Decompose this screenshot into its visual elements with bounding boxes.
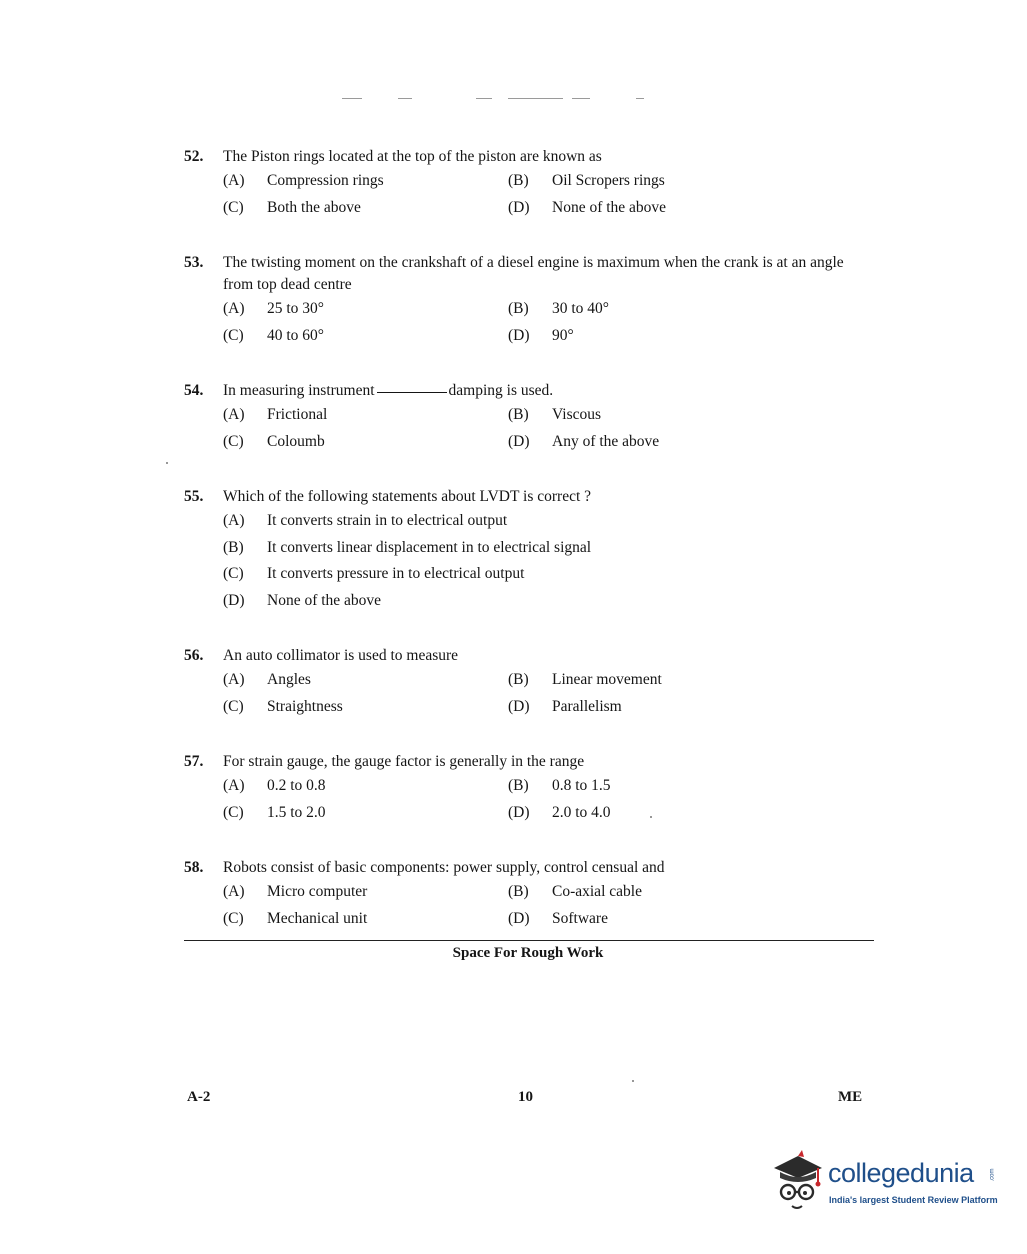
question-number: 54. (184, 382, 204, 399)
collegedunia-logo (768, 1148, 998, 1218)
question-58 (184, 857, 874, 932)
option-d: (D) None of the above (223, 591, 382, 609)
question-text: In measuring instrument damping is used. (223, 382, 554, 399)
question-number: 52. (184, 148, 204, 165)
options (223, 168, 874, 221)
option-d: (D) None of the above (508, 198, 667, 216)
option-a: (A) Compression rings (223, 172, 384, 190)
scan-artifact (636, 98, 644, 99)
option-c: (C) 1.5 to 2.0 (223, 803, 326, 821)
scan-artifact (398, 98, 412, 99)
option-a: (A) 25 to 30° (223, 300, 325, 318)
question-number: 57. (184, 753, 204, 770)
option-a: (A) Angles (223, 671, 311, 689)
option-c: (C) Coloumb (223, 432, 325, 450)
question-54 (184, 380, 874, 455)
question-number: 55. (184, 488, 204, 505)
options (223, 402, 874, 455)
option-a: (A) Micro computer (223, 883, 368, 901)
option-d: (D) 90° (508, 326, 574, 344)
scan-speck (650, 816, 652, 818)
scan-speck (166, 462, 168, 464)
question-text: An auto collimator is used to measure (223, 647, 459, 664)
scan-artifact (476, 98, 492, 99)
option-c: (C) Mechanical unit (223, 909, 368, 927)
option-b: (B) It converts linear displacement in to electrical signal (223, 538, 592, 556)
option-b: (B) Co-axial cable (508, 883, 642, 901)
fill-blank (377, 392, 447, 393)
option-a: (A) Frictional (223, 406, 328, 424)
option-c: (C) Straightness (223, 697, 343, 715)
question-text: Robots consist of basic components: power supply, control censual and (223, 859, 665, 876)
question-number: 58. (184, 859, 204, 876)
question-text: Which of the following statements about LVDT is correct ? (223, 488, 592, 505)
option-b: (B) Oil Scropers rings (508, 172, 665, 190)
scan-artifact (508, 98, 563, 99)
question-55 (184, 486, 874, 614)
mascot-icon (768, 1148, 828, 1218)
question-number: 56. (184, 647, 204, 664)
footer-left: A-2 (187, 1089, 211, 1105)
logo-tagline: India's largest Student Review Platform (829, 1195, 998, 1205)
options (223, 667, 874, 720)
scan-speck (632, 1080, 634, 1082)
question-number: 53. (184, 254, 204, 271)
option-a: (A) It converts strain in to electrical output (223, 512, 508, 530)
option-b: (B) Viscous (508, 406, 602, 424)
option-d: (D) Software (508, 909, 608, 927)
scan-artifact (572, 98, 590, 99)
option-a: (A) 0.2 to 0.8 (223, 777, 326, 795)
scan-artifact (342, 98, 362, 99)
question-text: The twisting moment on the crankshaft of a diesel engine is maximum when the crank is at an angle from top dead centre (223, 254, 844, 293)
options (223, 508, 874, 614)
question-53 (184, 252, 874, 349)
rough-work-heading: Space For Rough Work (452, 945, 604, 961)
option-c: (C) It converts pressure in to electrical output (223, 565, 525, 583)
options (223, 773, 874, 826)
logo-wordmark: collegedunia (828, 1158, 974, 1188)
divider-rule (184, 940, 874, 941)
question-52 (184, 146, 874, 221)
question-57 (184, 751, 874, 826)
logo-com: .com (989, 1168, 996, 1182)
question-text: The Piston rings located at the top of the piston are known as (223, 148, 602, 165)
option-b: (B) 0.8 to 1.5 (508, 777, 611, 795)
question-text: For strain gauge, the gauge factor is generally in the range (223, 753, 585, 770)
option-b: (B) 30 to 40° (508, 300, 610, 318)
option-b: (B) Linear movement (508, 671, 662, 689)
options (223, 879, 874, 932)
footer-page-number: 10 (518, 1089, 533, 1105)
option-d: (D) 2.0 to 4.0 (508, 803, 611, 821)
question-56 (184, 645, 874, 720)
option-d: (D) Any of the above (508, 432, 660, 450)
options (223, 296, 874, 349)
option-c: (C) Both the above (223, 198, 361, 216)
option-d: (D) Parallelism (508, 697, 622, 715)
option-c: (C) 40 to 60° (223, 326, 325, 344)
footer-right: ME (838, 1089, 863, 1105)
